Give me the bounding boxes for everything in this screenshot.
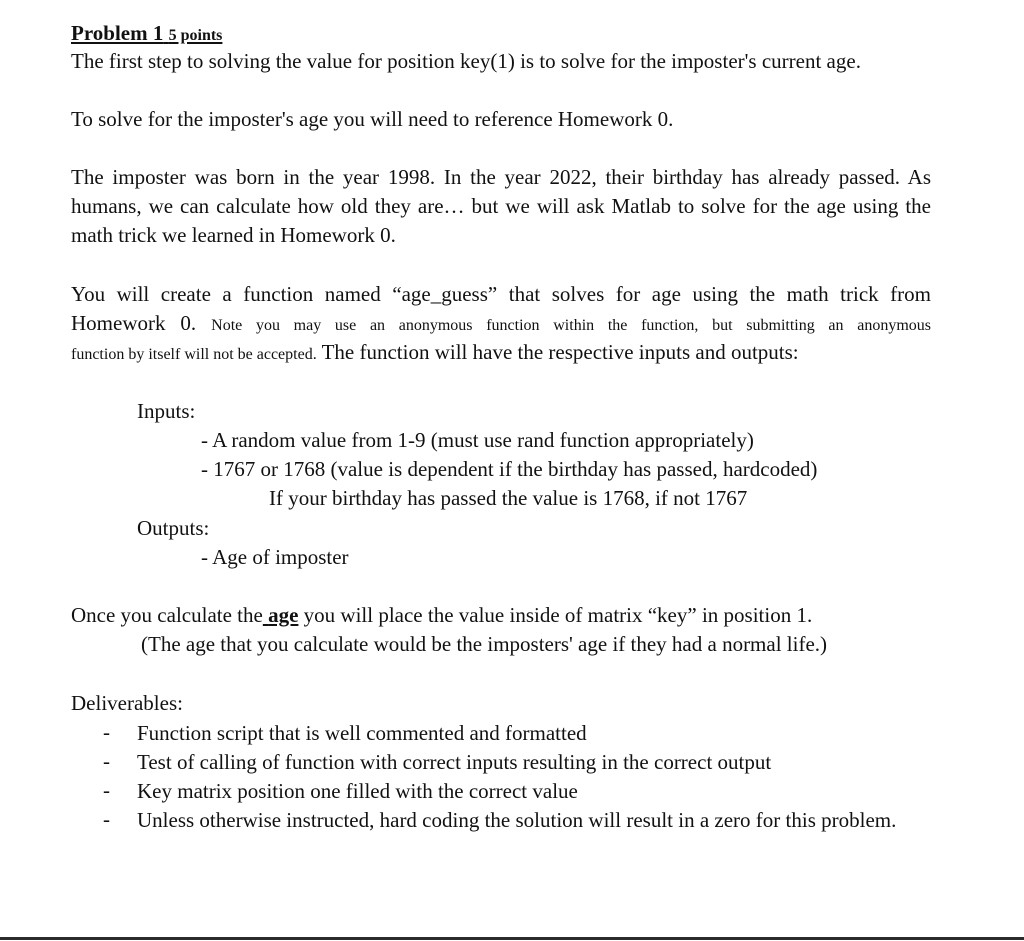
deliverable-dash-3: - xyxy=(103,778,110,802)
deliverable-dash-4: - xyxy=(103,807,110,831)
input-item-2: - 1767 or 1768 (value is dependent if the birthday has passed, hardcoded) xyxy=(201,457,818,481)
create-line-3 xyxy=(71,339,799,368)
bottom-divider xyxy=(0,937,1024,940)
create-line-2-a: Homework 0. xyxy=(71,311,197,335)
create-line-2 xyxy=(71,310,931,339)
input-item-1: - A random value from 1-9 (must use rand function appropriately) xyxy=(201,428,754,452)
deliverable-dash-2: - xyxy=(103,749,110,773)
output-item-1: - Age of imposter xyxy=(201,545,349,569)
intro-text: The first step to solving the value for position key(1) is to solve for the imposter's current age. xyxy=(71,49,861,73)
create-line-3-a: function by itself will not be accepted. xyxy=(71,346,317,363)
create-line-3-b: The function will have the respective inputs and outputs: xyxy=(321,340,799,364)
create-line-1: You will create a function named “age_guess” that solves for age using the math trick from xyxy=(71,282,931,306)
placement-line-1 xyxy=(71,602,812,628)
placement-age-word: age xyxy=(268,603,299,627)
placement-line-1-a: Once you calculate the xyxy=(71,603,263,627)
outputs-label: Outputs: xyxy=(137,516,210,540)
problem-title xyxy=(71,20,222,49)
background-paragraph: The imposter was born in the year 1998. In the year 2022, their birthday has already passed. As humans, we can calculate how old they are… but we will ask Matlab to solve for the age using the math trick we learned in Homework 0. xyxy=(71,165,931,247)
problem-title-text: Problem 1 xyxy=(71,21,164,45)
deliverable-dash-1: - xyxy=(103,720,110,744)
deliverables-label: Deliverables: xyxy=(71,691,183,715)
deliverable-item-1: Function script that is well commented and formatted xyxy=(137,721,587,745)
create-line-2-b: Note you may use an anonymous function within the function, but submitting an anonymous xyxy=(211,317,932,334)
placement-line-2: (The age that you calculate would be the imposters' age if they had a normal life.) xyxy=(141,632,828,656)
reference-text: To solve for the imposter's age you will need to reference Homework 0. xyxy=(71,107,674,131)
deliverable-item-3: Key matrix position one filled with the correct value xyxy=(137,779,578,803)
inputs-label: Inputs: xyxy=(137,399,196,423)
input-note: If your birthday has passed the value is 1768, if not 1767 xyxy=(269,486,748,510)
deliverable-item-4: Unless otherwise instructed, hard coding the solution will result in a zero for this problem. xyxy=(137,808,897,832)
deliverable-item-2: Test of calling of function with correct inputs resulting in the correct output xyxy=(137,750,772,774)
placement-line-1-b: you will place the value inside of matrix “key” in position 1. xyxy=(303,603,813,627)
problem-points: 5 points xyxy=(168,27,223,44)
